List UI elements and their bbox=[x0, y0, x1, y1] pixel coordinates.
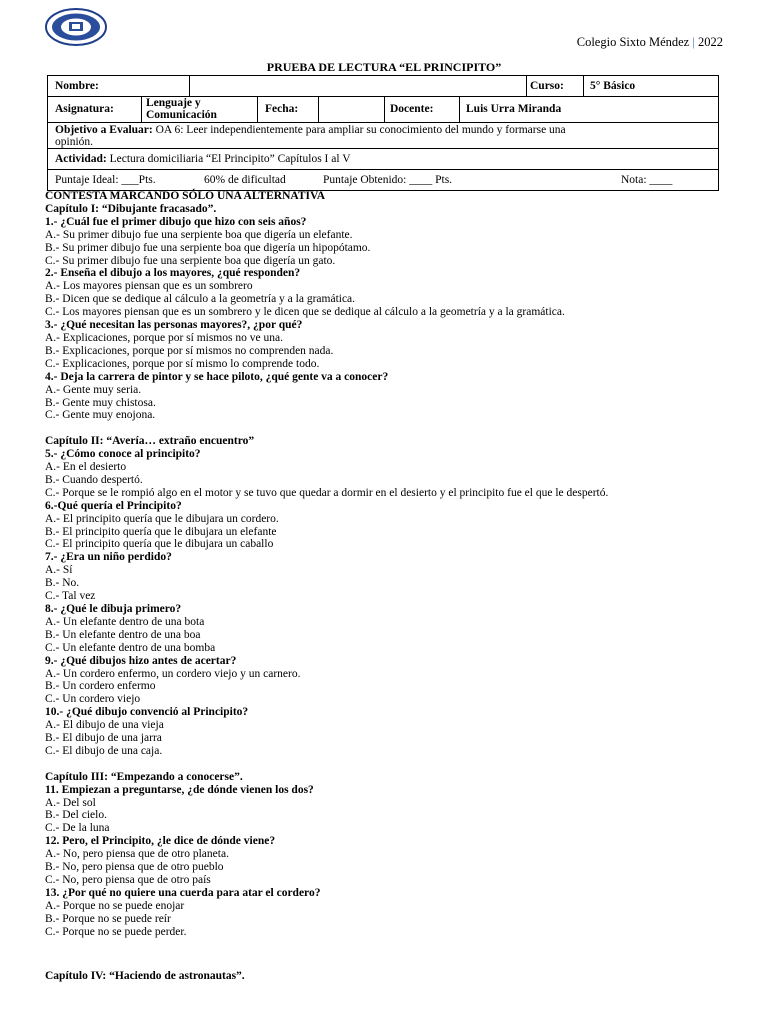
dificultad: 60% de dificultad bbox=[204, 174, 286, 186]
chapter-2 bbox=[45, 435, 745, 758]
question-1: 1.- ¿Cuál fue el primer dibujo que hizo con seis años? bbox=[45, 215, 307, 228]
option-7c[interactable]: C.- Tal vez bbox=[45, 590, 96, 603]
option-7a[interactable]: A.- Sí bbox=[45, 564, 73, 577]
option-6b[interactable]: B.- El principito quería que le dibujara un elefante bbox=[45, 525, 277, 538]
school-header bbox=[577, 35, 723, 50]
curso-label: Curso: bbox=[530, 80, 564, 92]
chapter-4 bbox=[45, 970, 745, 983]
chapter-1 bbox=[45, 203, 745, 422]
objetivo-text-line1: OA 6: Leer independientemente para ampliar su conocimiento del mundo y formarse una bbox=[152, 124, 566, 136]
fecha-field[interactable] bbox=[321, 99, 381, 119]
asignatura-label: Asignatura: bbox=[55, 103, 114, 115]
actividad-text: Lectura domiciliaria “El Principito” Capítulos I al V bbox=[106, 153, 351, 165]
chapter-3 bbox=[45, 771, 745, 939]
question-3: 3.- ¿Qué necesitan las personas mayores?, ¿por qué? bbox=[45, 319, 303, 332]
option-9c[interactable]: C.- Un cordero viejo bbox=[45, 693, 141, 706]
option-10b[interactable]: B.- El dibujo de una jarra bbox=[45, 732, 162, 745]
question-8: 8.- ¿Qué le dibuja primero? bbox=[45, 602, 182, 615]
option-12a[interactable]: A.- No, pero piensa que de otro planeta. bbox=[45, 848, 229, 861]
option-3b[interactable]: B.- Explicaciones, porque por sí mismos no comprenden nada. bbox=[45, 344, 334, 357]
question-7: 7.- ¿Era un niño perdido? bbox=[45, 551, 172, 564]
question-13: 13. ¿Por qué no quiere una cuerda para atar el cordero? bbox=[45, 886, 321, 899]
question-11: 11. Empiezan a preguntarse, ¿de dónde vienen los dos? bbox=[45, 783, 314, 796]
option-13c[interactable]: C.- Porque no se puede perder. bbox=[45, 925, 187, 938]
option-1b[interactable]: B.- Su primer dibujo fue una serpiente boa que digería un hipopótamo. bbox=[45, 241, 371, 254]
header-separator: | bbox=[692, 35, 695, 49]
option-11b[interactable]: B.- Del cielo. bbox=[45, 809, 107, 822]
option-2c[interactable]: C.- Los mayores piensan que es un sombrero y le dicen que se dedique al cálculo a la geometría y a la gramática. bbox=[45, 306, 565, 319]
option-3c[interactable]: C.- Explicaciones, porque por sí mismo lo comprende todo. bbox=[45, 357, 320, 370]
question-6: 6.-Qué quería el Principito? bbox=[45, 499, 182, 512]
option-4b[interactable]: B.- Gente muy chistosa. bbox=[45, 396, 156, 409]
objetivo-label: Objetivo a Evaluar: bbox=[55, 124, 153, 136]
question-2: 2.- Enseña el dibujo a los mayores, ¿qué responden? bbox=[45, 267, 301, 280]
question-10: 10.- ¿Qué dibujo convenció al Principito? bbox=[45, 706, 249, 719]
question-9: 9.- ¿Qué dibujos hizo antes de acertar? bbox=[45, 654, 237, 667]
school-year: 2022 bbox=[698, 35, 723, 49]
option-11a[interactable]: A.- Del sol bbox=[45, 796, 96, 809]
actividad-row bbox=[55, 153, 351, 165]
option-10a[interactable]: A.- El dibujo de una vieja bbox=[45, 719, 164, 732]
option-11c[interactable]: C.- De la luna bbox=[45, 822, 110, 835]
option-13a[interactable]: A.- Porque no se puede enojar bbox=[45, 899, 185, 912]
questions-body bbox=[45, 190, 745, 982]
question-12: 12. Pero, el Principito, ¿le dice de dónde viene? bbox=[45, 835, 276, 848]
option-4a[interactable]: A.- Gente muy seria. bbox=[45, 383, 142, 396]
option-2b[interactable]: B.- Dicen que se dedique al cálculo a la geometría y a la gramática. bbox=[45, 293, 356, 306]
instruction: CONTESTA MARCANDO SÓLO UNA ALTERNATIVA bbox=[45, 190, 326, 202]
option-6c[interactable]: C.- El principito quería que le dibujara un caballo bbox=[45, 538, 274, 551]
puntaje-ideal: Puntaje Ideal: ___Pts. bbox=[55, 174, 156, 186]
option-6a[interactable]: A.- El principito quería que le dibujara un cordero. bbox=[45, 512, 279, 525]
option-9b[interactable]: B.- Un cordero enfermo bbox=[45, 680, 156, 693]
option-5b[interactable]: B.- Cuando despertó. bbox=[45, 473, 143, 486]
chapter-title: Capítulo III: “Empezando a conocerse”. bbox=[45, 770, 243, 783]
option-8b[interactable]: B.- Un elefante dentro de una boa bbox=[45, 628, 201, 641]
info-table bbox=[47, 75, 719, 191]
option-8a[interactable]: A.- Un elefante dentro de una bota bbox=[45, 615, 205, 628]
fecha-label: Fecha: bbox=[265, 103, 299, 115]
test-title: PRUEBA DE LECTURA “EL PRINCIPITO” bbox=[266, 60, 502, 74]
option-7b[interactable]: B.- No. bbox=[45, 577, 80, 590]
nota: Nota: ____ bbox=[621, 174, 673, 186]
option-12c[interactable]: C.- No, pero piensa que de otro país bbox=[45, 874, 211, 886]
option-4c[interactable]: C.- Gente muy enojona. bbox=[45, 409, 156, 422]
option-2a[interactable]: A.- Los mayores piensan que es un sombrero bbox=[45, 280, 253, 293]
objetivo-line1 bbox=[55, 124, 566, 136]
chapter-title: Capítulo I: “Dibujante fracasado”. bbox=[45, 202, 217, 215]
option-9a[interactable]: A.- Un cordero enfermo, un cordero viejo y un carnero. bbox=[45, 667, 301, 680]
docente-value: Luis Urra Miranda bbox=[466, 103, 562, 115]
nombre-field[interactable] bbox=[193, 78, 523, 94]
question-4: 4.- Deja la carrera de pintor y se hace piloto, ¿qué gente va a conocer? bbox=[45, 370, 389, 383]
option-10c[interactable]: C.- El dibujo de una caja. bbox=[45, 744, 163, 757]
curso-value: 5° Básico bbox=[590, 80, 636, 92]
school-name: Colegio Sixto Méndez bbox=[576, 35, 690, 49]
question-5: 5.- ¿Cómo conoce al principito? bbox=[45, 448, 201, 461]
option-13b[interactable]: B.- Porque no se puede reír bbox=[45, 912, 171, 925]
option-8c[interactable]: C.- Un elefante dentro de una bomba bbox=[45, 641, 216, 654]
option-3a[interactable]: A.- Explicaciones, porque por sí mismos no ve una. bbox=[45, 331, 283, 344]
actividad-label: Actividad: bbox=[55, 153, 107, 165]
option-1c[interactable]: C.- Su primer dibujo fue una serpiente boa que digería un gato. bbox=[45, 254, 336, 267]
docente-label: Docente: bbox=[390, 103, 434, 115]
school-logo bbox=[45, 8, 107, 46]
option-1a[interactable]: A.- Su primer dibujo fue una serpiente boa que digería un elefante. bbox=[45, 228, 353, 241]
nombre-label: Nombre: bbox=[55, 80, 99, 92]
chapter-title: Capítulo II: “Avería… extraño encuentro” bbox=[45, 435, 255, 448]
option-5c[interactable]: C.- Porque se le rompió algo en el motor y se tuvo que quedar a dormir en el desierto y el principito fue el que le despertó. bbox=[45, 486, 609, 499]
asignatura-value-line2: Comunicación bbox=[146, 109, 217, 121]
puntaje-obtenido: Puntaje Obtenido: ____ Pts. bbox=[323, 174, 453, 186]
option-5a[interactable]: A.- En el desierto bbox=[45, 461, 127, 474]
asignatura-value-line1: Lenguaje y bbox=[146, 97, 201, 109]
objetivo-text-line2: opinión. bbox=[55, 136, 94, 148]
chapter-title: Capítulo IV: “Haciendo de astronautas”. bbox=[45, 969, 245, 982]
option-12b[interactable]: B.- No, pero piensa que de otro pueblo bbox=[45, 861, 224, 874]
